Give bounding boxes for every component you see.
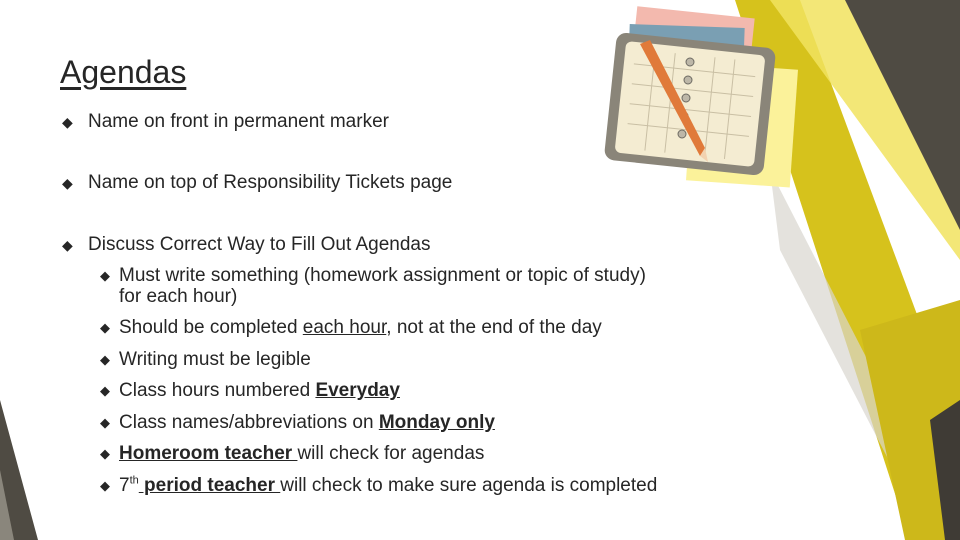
bullet-item — [62, 172, 452, 194]
bullet-item — [62, 111, 389, 133]
text-run: will check to make sure agenda is completed — [280, 474, 658, 496]
sub-bullet-item — [100, 412, 700, 444]
sub-bullet-text: Must write something (homework assignment or topic of study) for each hour) — [119, 265, 646, 307]
underlined-text: Monday only — [378, 411, 495, 433]
bullet-text: Discuss Correct Way to Fill Out Agendas — [88, 234, 431, 255]
sub-bullet-item — [100, 443, 700, 475]
underlined-text: period teacher — [138, 474, 281, 496]
underlined-text: Homeroom teacher — [119, 443, 298, 465]
text-run: Class names/abbreviations on — [119, 411, 379, 433]
sub-bullet-text — [119, 412, 700, 433]
diamond-bullet-icon: ◆ — [100, 383, 110, 399]
text-run: Should be completed — [119, 317, 303, 338]
text-run: , not at the end of the day — [386, 317, 602, 338]
diamond-bullet-icon: ◆ — [62, 175, 73, 191]
sub-bullet-text — [119, 317, 700, 338]
sub-bullet-item — [100, 475, 660, 527]
slide-title: Agendas — [60, 54, 187, 90]
diamond-bullet-icon: ◆ — [100, 414, 110, 430]
diamond-bullet-icon: ◆ — [100, 351, 110, 367]
superscript: th — [129, 474, 139, 487]
diamond-bullet-icon: ◆ — [100, 477, 110, 493]
bullet-item — [62, 234, 430, 256]
diamond-bullet-icon: ◆ — [100, 446, 110, 462]
sub-bullet-item — [100, 380, 700, 412]
sub-bullet-item — [100, 317, 700, 349]
sub-bullet-text: Writing must be legible — [119, 348, 311, 370]
text-run: will check for agendas — [297, 443, 485, 465]
sub-bullet-text — [119, 380, 700, 401]
bullet-text: Name on top of Responsibility Tickets page — [88, 172, 453, 193]
sub-bullet-text — [119, 475, 660, 496]
bullet-text: Name on front in permanent marker — [88, 111, 389, 132]
diamond-bullet-icon: ◆ — [100, 268, 110, 283]
diamond-bullet-icon: ◆ — [100, 320, 110, 335]
text-run: Class hours numbered — [119, 380, 316, 402]
diamond-bullet-icon: ◆ — [62, 237, 73, 253]
text-run: 7 — [119, 474, 130, 496]
sub-bullet-text — [119, 443, 700, 464]
sub-bullet-item — [100, 265, 670, 317]
underlined-text: each hour — [302, 317, 387, 338]
sub-bullet-list — [100, 265, 700, 527]
underlined-text: Everyday — [315, 380, 400, 402]
diamond-bullet-icon: ◆ — [62, 114, 73, 130]
sub-bullet-item — [100, 349, 700, 381]
